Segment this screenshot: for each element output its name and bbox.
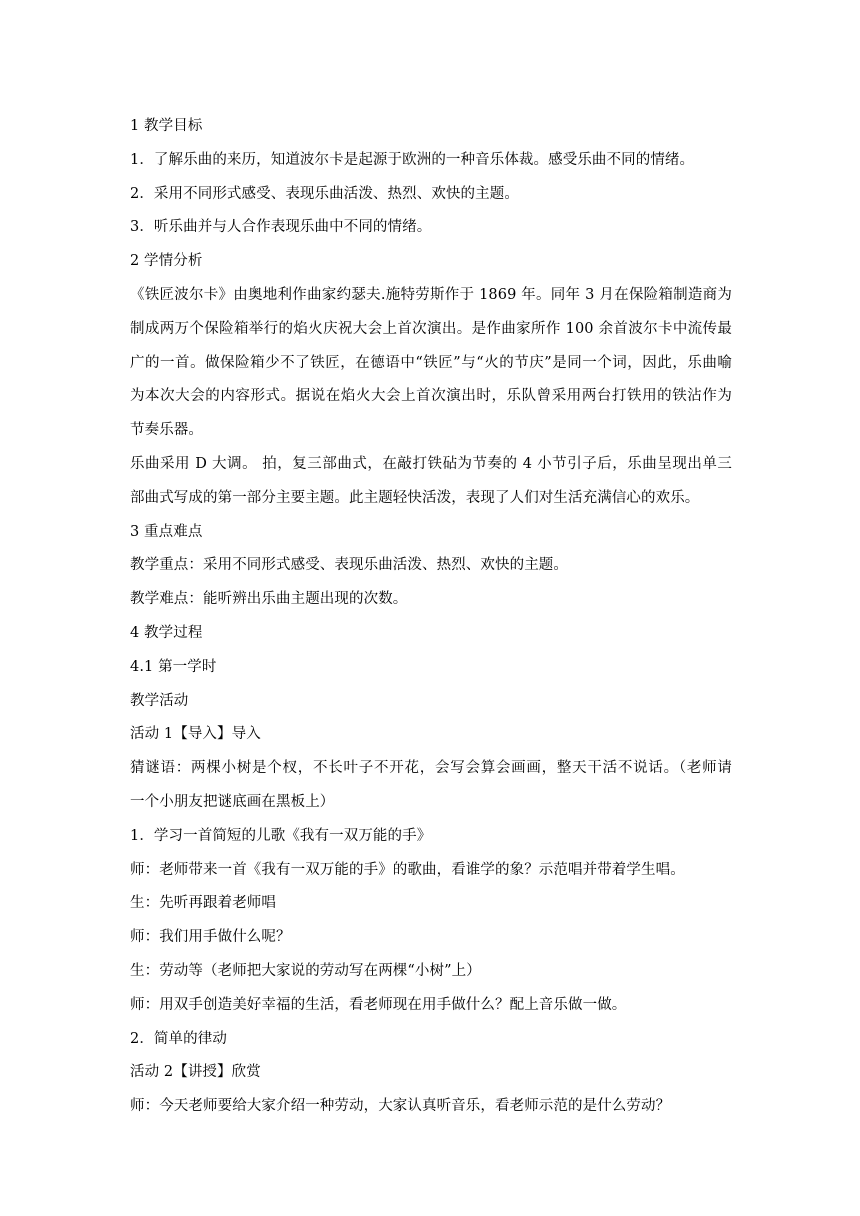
activity-2-title: 活动 2【讲授】欣赏 [130,1064,261,1081]
paragraph-line: 猜谜语：两棵小树是个杈，不长叶子不开花，会写会算会画画，整天干活不说话。（老师请 [130,760,732,777]
subheading-first-lesson: 4.1 第一学时 [130,658,217,675]
goal-item-1: 1．了解乐曲的来历，知道波尔卡是起源于欧洲的一种音乐体裁。感受乐曲不同的情绪。 [130,151,695,168]
difficult-point: 教学难点：能听辨出乐曲主题出现的次数。 [130,591,408,608]
heading-key-points: 3 重点难点 [130,523,203,540]
dialogue-line: 生：先听再跟着老师唱 [130,895,276,912]
activity-1-title: 活动 1【导入】导入 [130,726,261,743]
dialogue-line: 师：今天老师要给大家介绍一种劳动，大家认真听音乐，看老师示范的是什么劳动？ [130,1098,671,1115]
paragraph-line: 为本次大会的内容形式。据说在焰火大会上首次演出时，乐队曾采用两台打铁用的铁沾作为 [130,388,732,405]
heading-teaching-process: 4 教学过程 [130,624,203,641]
label-teaching-activities: 教学活动 [130,692,189,709]
dialogue-line: 师：我们用手做什么呢？ [130,929,291,946]
document-body [130,110,732,1124]
goal-item-2: 2．采用不同形式感受、表现乐曲活泼、热烈、欢快的主题。 [130,185,519,202]
paragraph-line: 乐曲采用 D 大调。 拍，复三部曲式，在敲打铁砧为节奏的 4 小节引子后，乐曲呈现出单三 [130,455,732,472]
step-2: 2．简单的律动 [130,1030,227,1047]
paragraph-line: 一个小朋友把谜底画在黑板上） [130,793,335,810]
paragraph-background [130,279,732,448]
paragraph-line: 《铁匠波尔卡》由奥地利作曲家约瑟夫.施特劳斯作于 1869 年。同年 3 月在保险箱制造商为 [130,286,732,303]
paragraph-line: 节奏乐器。 [130,422,203,439]
dialogue-line: 生：劳动等（老师把大家说的劳动写在两棵“小树”上） [130,962,481,979]
paragraph-riddle [130,752,732,820]
heading-teaching-goals: 1 教学目标 [130,118,203,134]
dialogue-line: 师：用双手创造美好幸福的生活，看老师现在用手做什么？配上音乐做一做。 [130,996,627,1013]
heading-learner-analysis: 2 学情分析 [130,253,203,270]
goal-item-3: 3．听乐曲并与人合作表现乐曲中不同的情绪。 [130,219,432,236]
step-1: 1．学习一首简短的儿歌《我有一双万能的手》 [130,827,432,844]
paragraph-structure [130,448,732,516]
paragraph-line: 广的一首。做保险箱少不了铁匠，在德语中“铁匠”与“火的节庆”是同一个词，因此，乐曲喻 [130,354,732,371]
paragraph-line: 制成两万个保险箱举行的焰火庆祝大会上首次演出。是作曲家所作 100 余首波尔卡中流传最 [130,320,732,337]
dialogue-line: 师：老师带来一首《我有一双万能的手》的歌曲，看谁学的象？示范唱并带着学生唱。 [130,861,685,878]
key-point: 教学重点：采用不同形式感受、表现乐曲活泼、热烈、欢快的主题。 [130,557,568,574]
paragraph-line: 部曲式写成的第一部分主要主题。此主题轻快活泼，表现了人们对生活充满信心的欢乐。 [130,489,700,506]
